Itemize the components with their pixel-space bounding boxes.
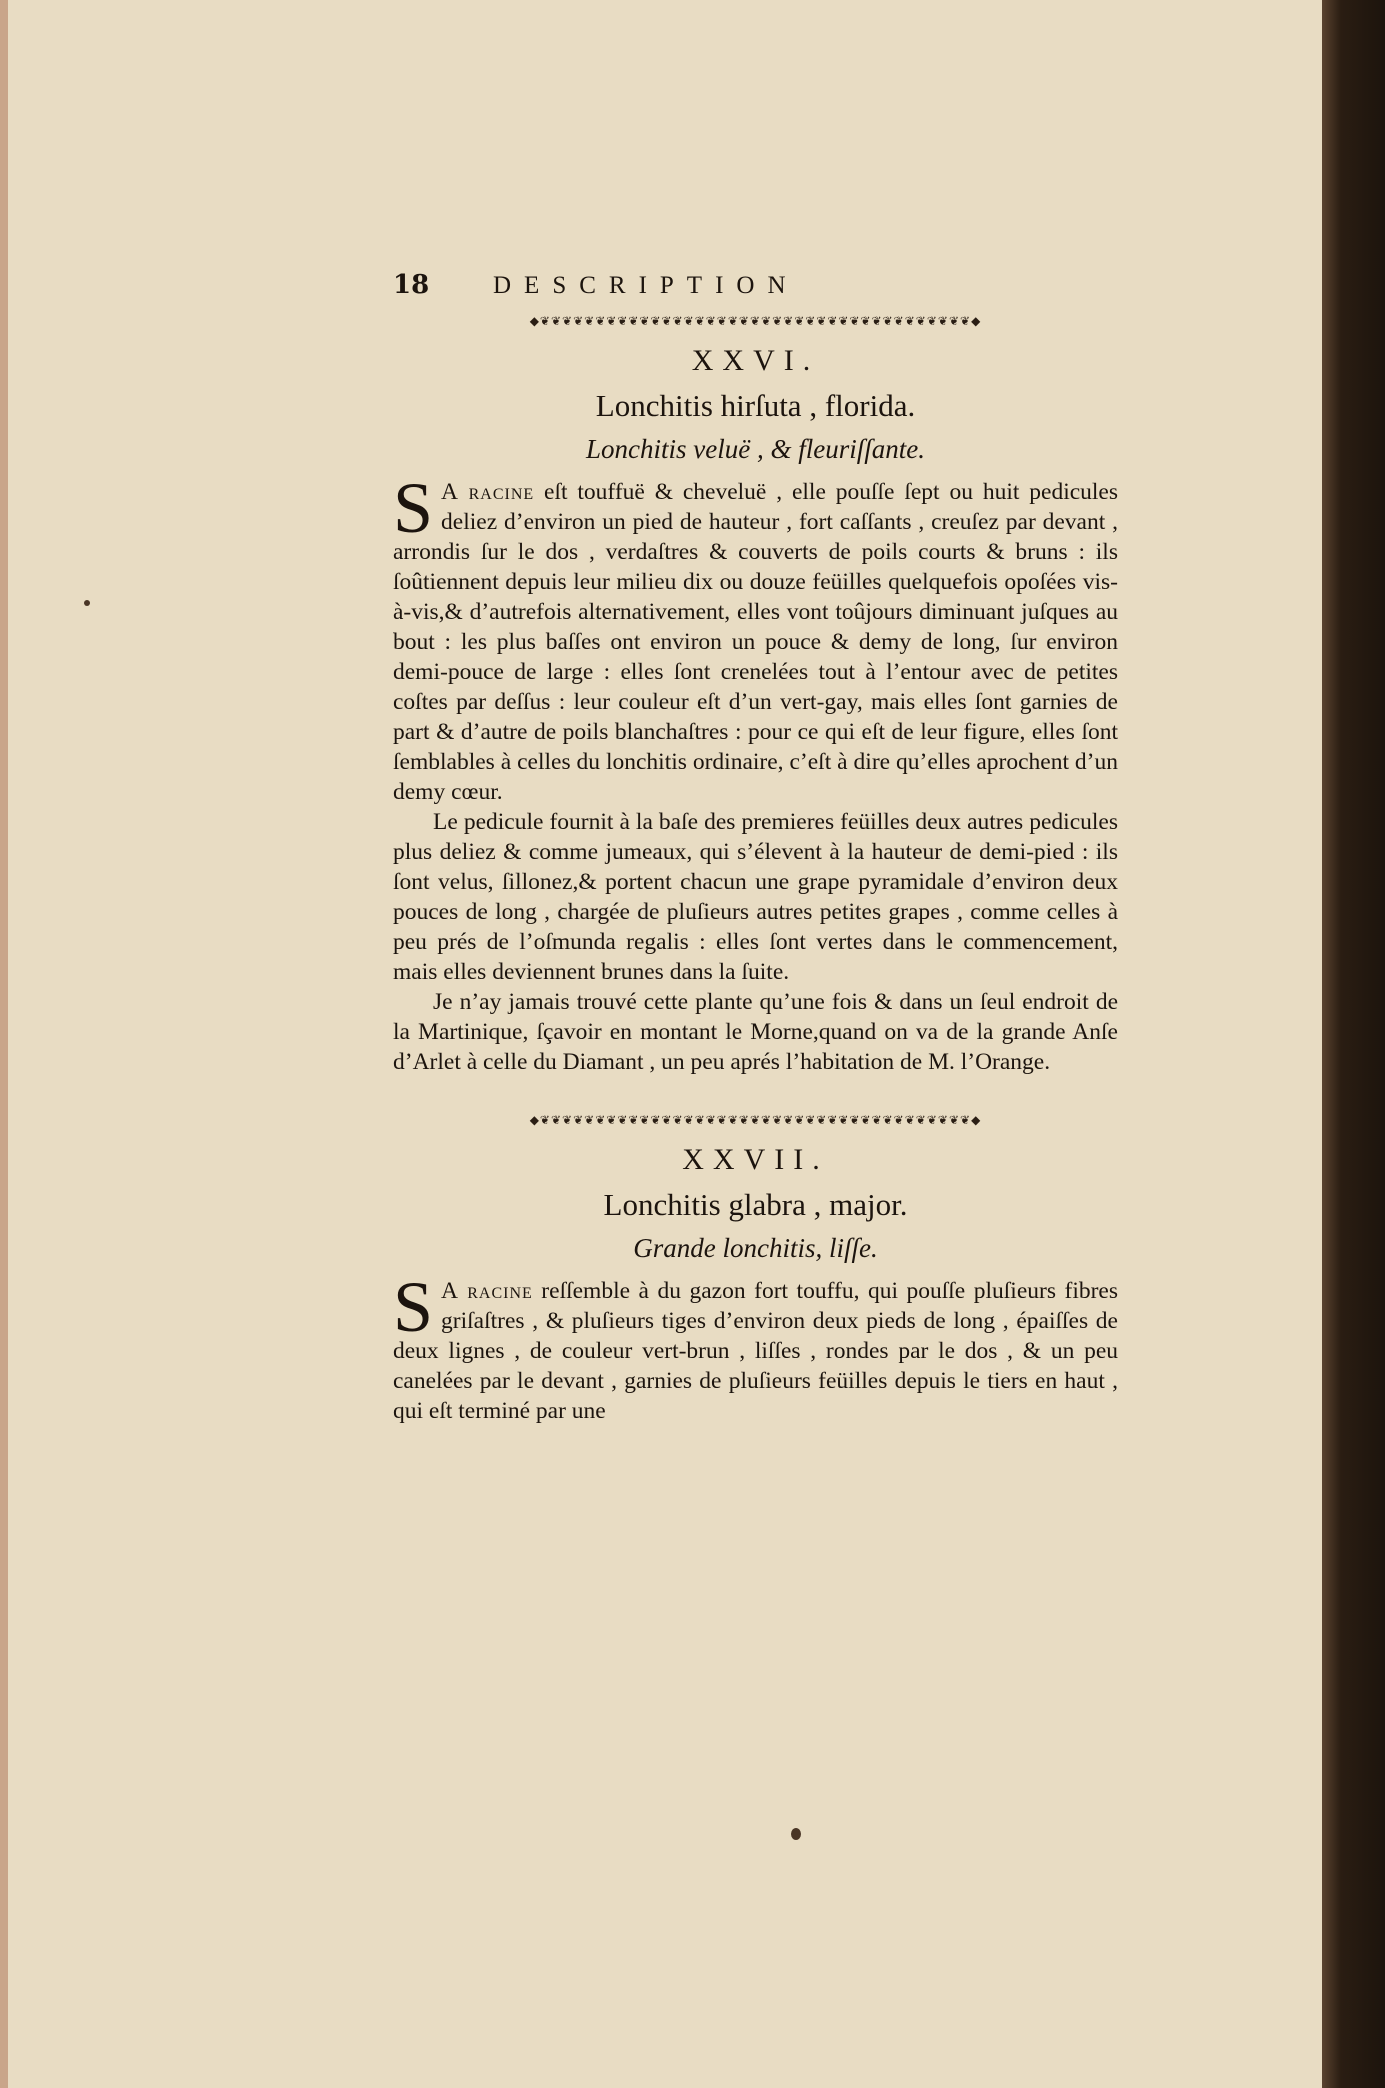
paragraph (393, 1267, 1118, 1426)
lead-in: A racine (441, 1278, 533, 1304)
page-number: 18 (393, 270, 430, 300)
french-plant-name: Grande lonchitis, liſſe. (633, 1233, 878, 1263)
section-number: XXVI. (691, 344, 820, 377)
paragraph-text: reſſemble à du gazon fort touffu, qui pouſſe pluſieurs fibres griſaſtres , & pluſieurs tiges d’environ deux pieds de long , épaiſſes de deux lignes , de couleur vert-brun , liſſes , rondes par le dos , & un peu canelées par le devant , garnies de pluſieurs feüilles depuis le tiers en haut , qui eſt terminé par une (393, 1278, 1118, 1424)
lead-in: A racine (441, 479, 535, 505)
ornamental-rule: ◆❦❦❦❦❦❦❦❦❦❦❦❦❦❦❦❦❦❦❦❦❦❦❦❦❦❦❦❦❦❦❦❦❦❦❦❦❦❦❦◆ (529, 314, 982, 328)
ornamental-rule: ◆❦❦❦❦❦❦❦❦❦❦❦❦❦❦❦❦❦❦❦❦❦❦❦❦❦❦❦❦❦❦❦❦❦❦❦❦❦❦❦◆ (529, 1113, 982, 1127)
running-head (393, 270, 1118, 306)
drop-cap: S (393, 1267, 434, 1347)
section-xxvii (393, 1143, 1118, 1426)
section-xxvi (393, 344, 1118, 1077)
ink-spot (791, 1828, 801, 1840)
ink-spot (84, 600, 90, 606)
paragraph: Je n’ay jamais trouvé cette plante qu’une fois & dans un ſeul endroit de la Martinique, ſçavoir en montant le Morne,quand on va de la grande Anſe d’Arlet à celle du Diamant , un peu aprés l’habitation de M. l’Orange. (393, 989, 1118, 1075)
latin-plant-name: Lonchitis hirſuta , florida. (595, 388, 916, 423)
paragraph: Le pedicule fournit à la baſe des premieres feüilles deux autres pedicules plus deliez & comme jumeaux, qui s’élevent à la hauteur de demi-pied : ils ſont velus, ſillonez,& portent chacun une grape pyramidale d’environ deux pouces de long , chargée de pluſieurs autres petites grapes , comme celles à peu prés de l’oſmunda regalis : elles ſont vertes dans le commencement, mais elles deviennent brunes dans la ſuite. (393, 809, 1118, 985)
french-plant-name: Lonchitis veluë , & fleuriſſante. (586, 434, 925, 464)
section-number: XXVII. (682, 1143, 829, 1176)
paragraph-text: eſt touffuë & cheveluë , elle pouſſe ſept ou huit pedicules deliez d’environ un pied de hauteur , fort caſſants , creuſez par devant , arrondis ſur le dos , verdaſtres & couverts de poils courts & bruns : ils ſoûtiennent depuis leur milieu dix ou douze feüilles quelquefois opoſées vis-à-vis,& d’autrefois alternativement, elles vont toûjours diminuant juſques au bout : les plus baſſes ont environ un pouce & demy de long, ſur environ demi-pouce de large : elles ſont crenelées tout à l’entour avec de petites coſtes par deſſus : leur couleur eſt d’un vert-gay, mais elles ſont garnies de part & d’autre de poils blanchaſtres : pour ce qui eſt de leur figure, elles ſont ſemblables à celles du lonchitis ordinaire, c’eſt à dire qu’elles aprochent d’un demy cœur. (393, 479, 1119, 805)
running-title: DESCRIPTION (493, 272, 799, 299)
adjacent-page-edge (1322, 0, 1385, 2088)
drop-cap: S (393, 468, 434, 548)
section-body (393, 468, 1119, 1077)
section-body (393, 1267, 1118, 1426)
text-block (393, 270, 1118, 1426)
paragraph (393, 468, 1119, 807)
latin-plant-name: Lonchitis glabra , major. (603, 1187, 908, 1222)
